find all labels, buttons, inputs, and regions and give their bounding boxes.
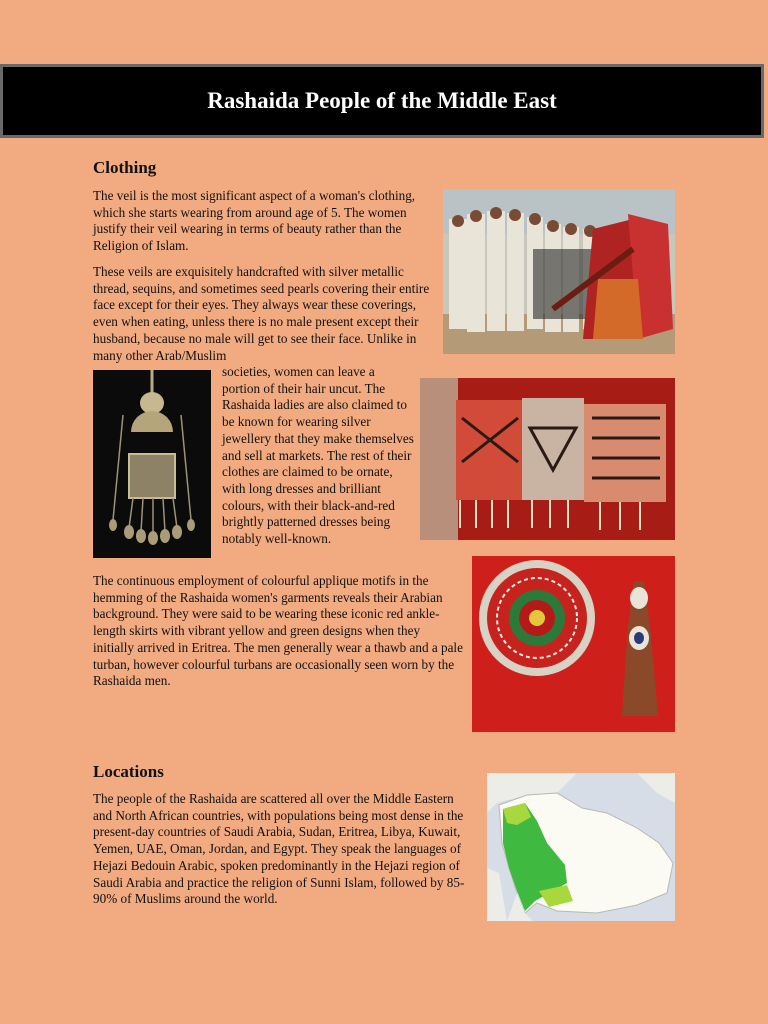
clothing-paragraph-2-wrap: societies, women can leave a portion of their hair uncut. The Rashaida ladies are also claimed to be known for wearing silver jewellery that they make themselves and sell at markets. The rest of their clothes are claimed to be ornate, with long dresses and brilliant colours, with their black-and-red brightly patterned dresses being notably well-known. [222, 364, 414, 547]
silver-jewellery-photo [93, 370, 211, 558]
title-banner [0, 64, 764, 138]
locations-heading: Locations [93, 762, 164, 781]
clothing-paragraph-3: The continuous employment of colourful applique motifs in the hemming of the Rashaida women's garments reveals their Arabian background. They were said to be wearing these iconic red ankle-length skirts with vibrant yellow and green designs when they initially arrived in Eritrea. The men generally wear a thawb and a pale turban, however colourful turbans are occasionally seen worn by the Rashaida men. [93, 573, 463, 689]
saudi-arabia-map [487, 773, 675, 921]
clothing-paragraph-1: The veil is the most significant aspect of a woman's clothing, which she starts wearing from around age of 5. The women justify their veil wearing in terms of beauty rather than the Religion of Islam. [93, 188, 416, 254]
embroidered-panels-photo [420, 378, 675, 540]
clothing-heading: Clothing [93, 158, 157, 177]
locations-paragraph: The people of the Rashaida are scattered all over the Middle Eastern and North African countries, with populations being most dense in the present-day countries of Saudi Arabia, Sudan, Eritrea, Libya, Kuwait, Yemen, UAE, Oman, Jordan, and Egypt. They speak the languages of Hejazi Bedouin Arabic, spoken predominantly in the Hejazi region of Saudi Arabia and practice the religion of Sunni Islam, followed by 85-90% of Muslims around the world. [93, 791, 465, 907]
page-title: Rashaida People of the Middle East [207, 88, 557, 113]
rashaida-dance-photo [443, 189, 675, 354]
clothing-paragraph-2: These veils are exquisitely handcrafted with silver metallic thread, sequins, and sometimes seed pearls covering their entire face except for their eyes. They always wear these coverings, even when eating, unless there is no male present except their husband, because no male will get to see their face. Unlike in many other Arab/Muslim [93, 264, 430, 363]
beaded-ornaments-photo [472, 556, 675, 732]
